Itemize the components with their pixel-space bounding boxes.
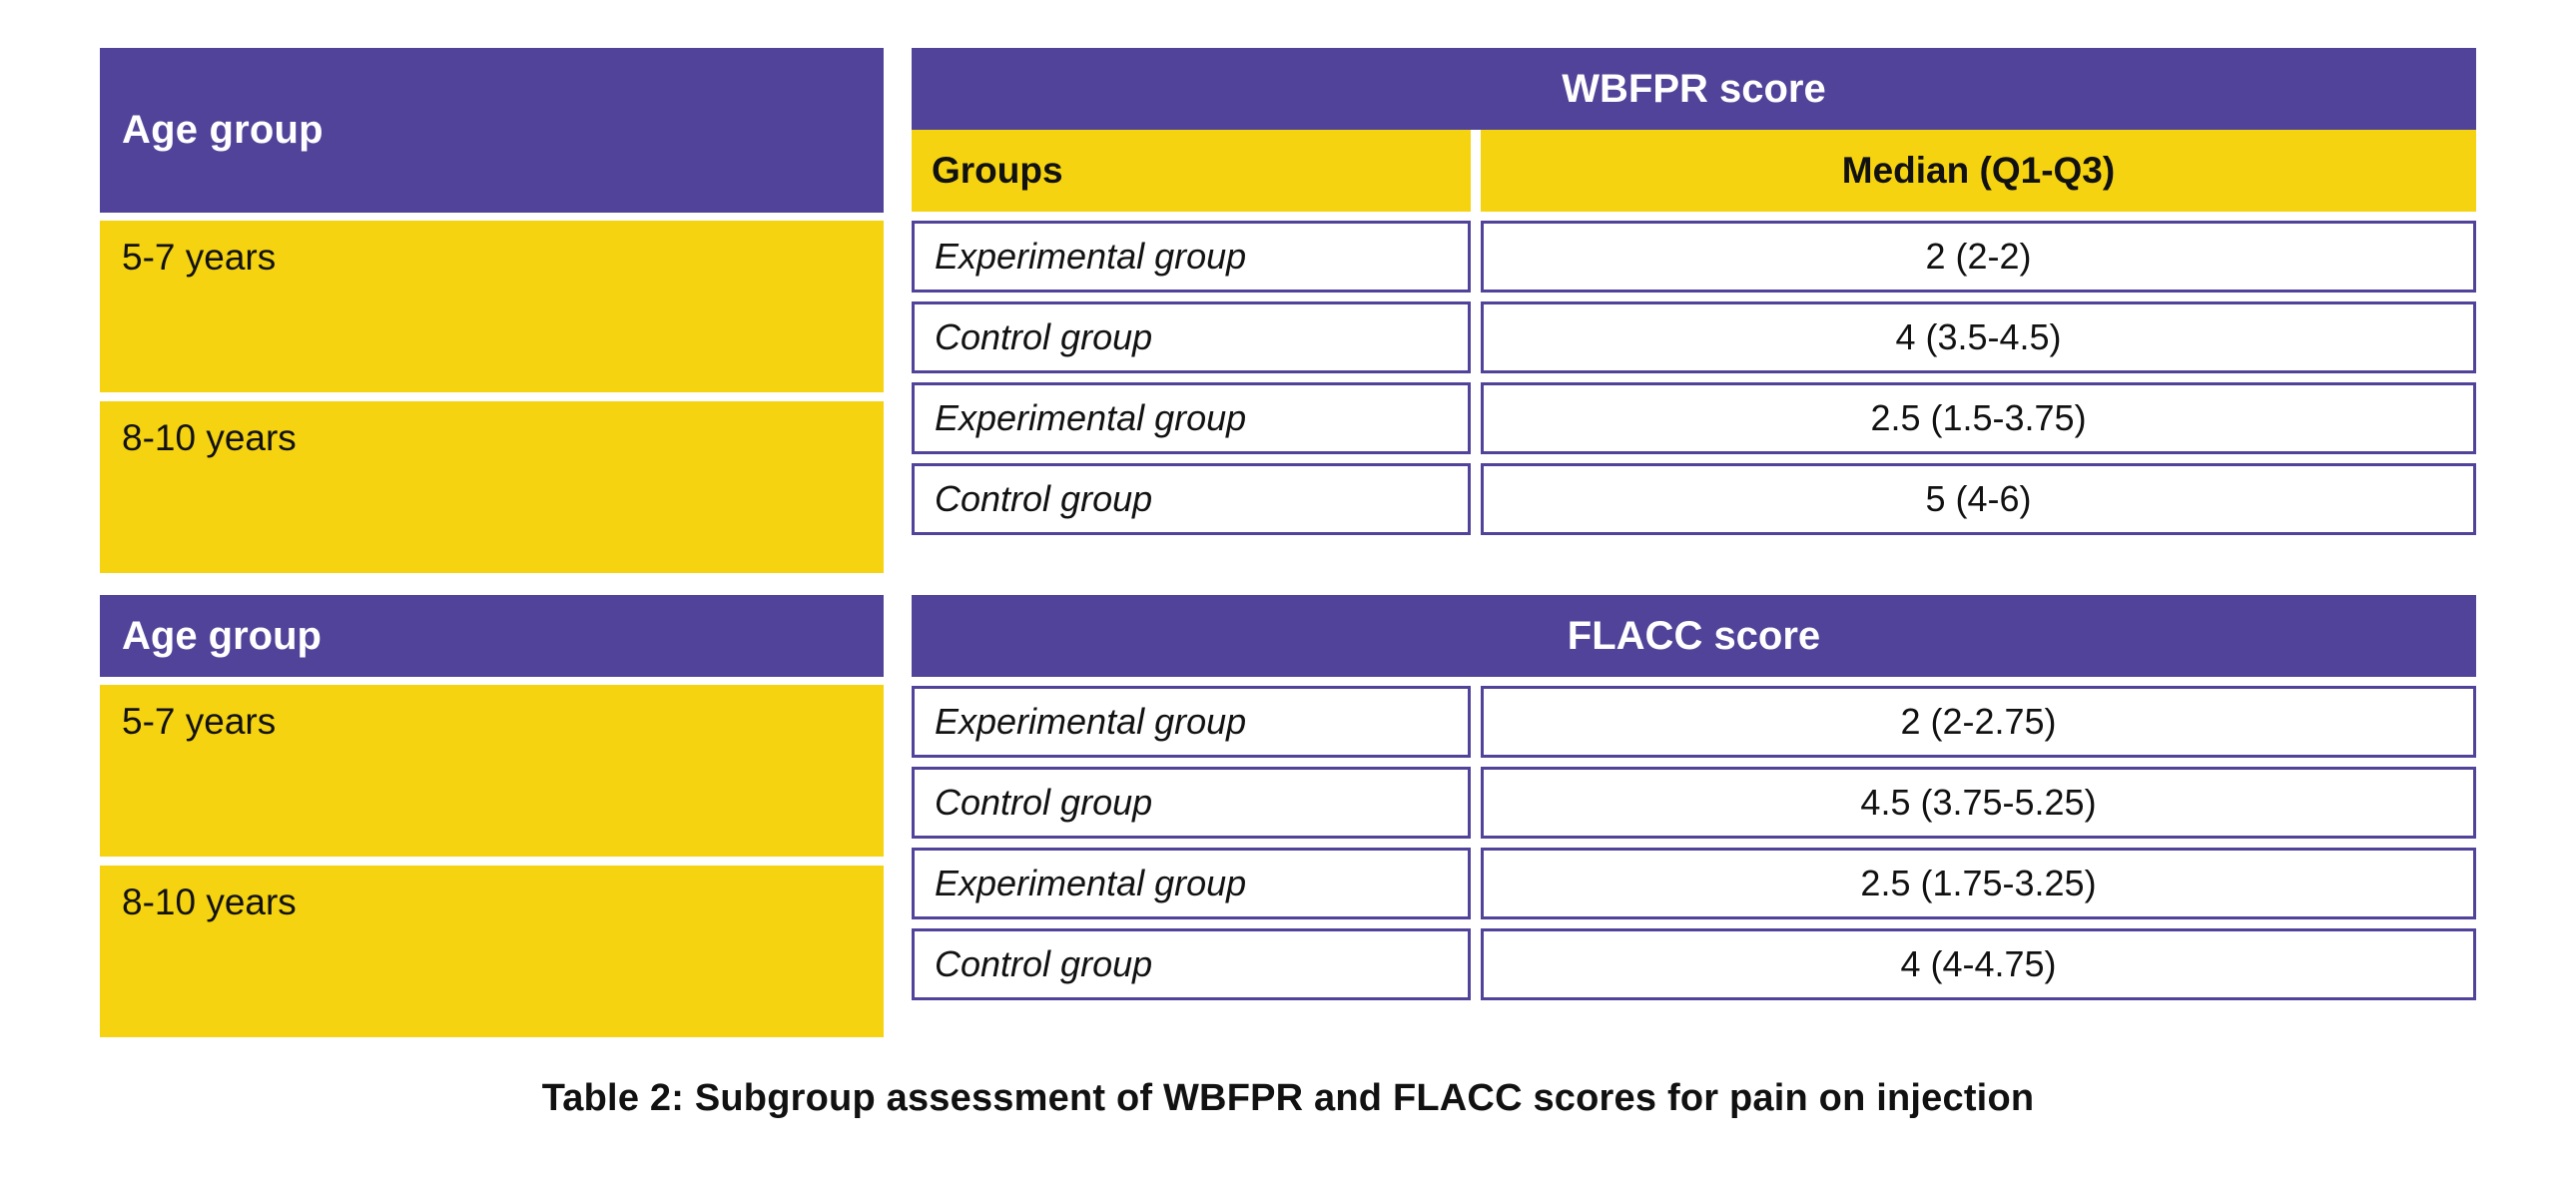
table-row [912, 686, 2476, 758]
age-group-cell-8-10-wbfpr: 8-10 years [100, 401, 884, 573]
sub-header-row-wbfpr [912, 130, 2476, 212]
table-row [912, 767, 2476, 839]
sub-header-groups-wbfpr: Groups [912, 130, 1471, 212]
table-row [912, 463, 2476, 535]
row-value: 2.5 (1.75-3.25) [1481, 848, 2476, 919]
row-group-label: Experimental group [912, 221, 1471, 293]
age-group-cell-5-7-flacc: 5-7 years [100, 685, 884, 857]
table-block-flacc [100, 595, 2476, 1037]
row-group-label: Experimental group [912, 382, 1471, 454]
row-value: 4 (3.5-4.5) [1481, 301, 2476, 373]
table-row [912, 301, 2476, 373]
row-group-label: Control group [912, 301, 1471, 373]
row-group-label: Control group [912, 463, 1471, 535]
table-caption: Table 2: Subgroup assessment of WBFPR and FLACC scores for pain on injection [541, 1077, 2035, 1119]
age-group-header-wbfpr: Age group [100, 48, 884, 213]
score-header-flacc: FLACC score [912, 595, 2476, 677]
table-block-wbfpr [100, 48, 2476, 573]
row-value: 4 (4-4.75) [1481, 928, 2476, 1000]
table-row [912, 848, 2476, 919]
age-group-column-wbfpr [100, 48, 884, 573]
row-value: 2.5 (1.5-3.75) [1481, 382, 2476, 454]
row-value: 4.5 (3.75-5.25) [1481, 767, 2476, 839]
table-row [912, 382, 2476, 454]
age-group-cell-5-7-wbfpr: 5-7 years [100, 221, 884, 392]
score-column-wbfpr [912, 48, 2476, 535]
age-group-column-flacc [100, 595, 884, 1037]
row-value: 2 (2-2.75) [1481, 686, 2476, 758]
row-group-label: Experimental group [912, 686, 1471, 758]
block-divider [100, 573, 2476, 595]
score-header-wbfpr: WBFPR score [912, 48, 2476, 130]
sub-header-median-wbfpr: Median (Q1-Q3) [1481, 130, 2476, 212]
row-group-label: Control group [912, 767, 1471, 839]
score-column-flacc [912, 595, 2476, 1000]
row-value: 5 (4-6) [1481, 463, 2476, 535]
age-group-cell-8-10-flacc: 8-10 years [100, 866, 884, 1037]
age-group-header-flacc: Age group [100, 595, 884, 677]
table-row [912, 928, 2476, 1000]
row-value: 2 (2-2) [1481, 221, 2476, 293]
table-row [912, 221, 2476, 293]
row-group-label: Experimental group [912, 848, 1471, 919]
row-group-label: Control group [912, 928, 1471, 1000]
